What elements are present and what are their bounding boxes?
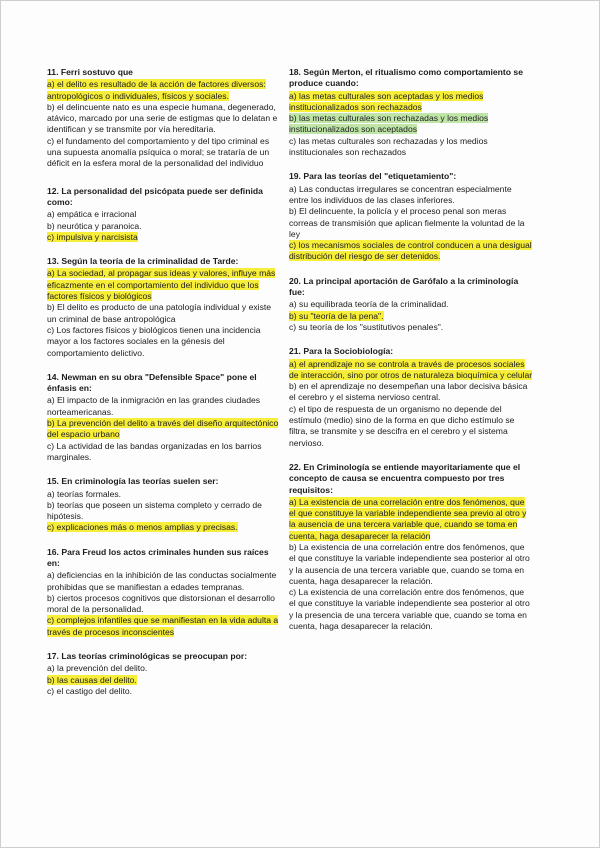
answer-option	[289, 359, 533, 382]
question-block	[289, 67, 533, 158]
answer-option	[47, 675, 281, 686]
answer-text: a) empática e irracional	[47, 209, 137, 220]
answer-option	[289, 240, 533, 263]
question-title: 12. La personalidad del psicópata puede ser definida como:	[47, 185, 263, 207]
highlighted-answer-text: b) las causas del delito.	[47, 674, 137, 685]
question-title: 17. Las teorías criminológicas se preocupan por:	[47, 651, 248, 662]
highlighted-answer-text: c) complejos infantiles que se manifiestan en la vida adulta a través de procesos inconscientes	[47, 615, 279, 637]
left-column	[47, 67, 281, 710]
answer-option	[47, 232, 281, 243]
answer-text: b) El delito es producto de una patología individual y existe un criminal de base antropológica	[47, 302, 272, 324]
highlighted-answer-text: c) los mecanismos sociales de control conducen a una desigual distribución del riesgo de ser detenidos.	[289, 240, 532, 262]
answer-option	[289, 497, 533, 542]
answer-text: c) Los factores físicos y biológicos tienen una incidencia mayor a los factores sociales en la génesis del comportamiento delictivo.	[47, 324, 261, 358]
question-title: 14. Newman en su obra "Defensible Space" pone el énfasis en:	[47, 371, 257, 394]
question-block	[289, 171, 533, 262]
answer-option	[47, 500, 281, 523]
answer-text: a) Las conductas irregulares se concentran especialmente entre los individuos de las clases inferiores.	[289, 183, 512, 205]
answer-text: b) La existencia de una correlación entre dos fenómenos, que el que constituye la variable independiente sea posterior al otro y la ausencia de una tercera variable que, cuando se toma en cuenta, haga desaparecer la relación.	[289, 541, 530, 586]
question-block	[47, 186, 281, 243]
answer-option	[289, 381, 533, 404]
question-block	[47, 372, 281, 463]
answer-text: c) las metas culturales son rechazadas y los medios institucionales son rechazados	[289, 135, 488, 158]
highlighted-answer-text: c) explicaciones más o menos amplias y precisas.	[47, 522, 238, 533]
answer-option	[289, 404, 533, 449]
question-block	[289, 462, 533, 632]
answer-option	[47, 593, 281, 616]
question-title: 18. Según Merton, el ritualismo como comportamiento se produce cuando:	[289, 67, 523, 89]
question-block	[47, 476, 281, 533]
answer-option	[47, 268, 281, 302]
answer-option	[47, 663, 281, 674]
answer-text: b) neurótica y paranoica.	[47, 220, 142, 231]
answer-option	[289, 184, 533, 207]
highlighted-answer-text: b) las metas culturales son rechazadas y los medios institucionalizados son aceptados	[289, 113, 489, 135]
answer-text: a) teorías formales.	[47, 488, 122, 499]
question-title: 19. Para las teorías del "etiquetamiento":	[289, 171, 457, 182]
answer-option	[47, 522, 281, 533]
highlighted-answer-text: a) las metas culturales son aceptadas y los medios institucionalizados son rechazados	[289, 90, 484, 112]
question-title: 13. Según la teoría de la criminalidad de Tarde:	[47, 256, 239, 267]
answer-text: b) ciertos procesos cognitivos que distorsionan el desarrollo moral de la personalidad.	[47, 592, 275, 615]
answer-option	[289, 136, 533, 159]
highlighted-answer-text: a) La existencia de una correlación entre dos fenómenos, que el que constituye la variable independiente sea previo al otro y la ausencia de una tercera variable que, cuando se toma en cuenta, haga desaparecer la relación	[289, 496, 527, 541]
answer-option	[289, 299, 533, 310]
answer-option	[47, 615, 281, 638]
answer-text: a) deficiencias en la inhibición de las conductas socialmente prohibidas que se manifiestan a edades tempranas.	[47, 570, 277, 592]
answer-text: c) el fundamento del comportamiento y del tipo criminal es una supuesta anomalía psíquica o moral; se trataría de un déficit en la esfera moral de la personalidad del individuo	[47, 135, 270, 169]
right-column	[289, 67, 533, 645]
answer-option	[47, 570, 281, 593]
answer-option	[289, 113, 533, 136]
answer-option	[47, 209, 281, 220]
question-title: 16. Para Freud los actos criminales hunden sus raíces en:	[47, 546, 269, 568]
answer-option	[47, 441, 281, 464]
answer-text: a) su equilibrada teoría de la criminalidad.	[289, 299, 449, 310]
answer-text: b) teorías que poseen un sistema completo y cerrado de hipótesis.	[47, 499, 262, 522]
answer-text: c) el tipo de respuesta de un organismo no depende del estímulo (medio) sino de la forma en que dicho estímulo se filtra, se transmite y se descifra en el cerebro y el sistema nervioso.	[289, 403, 515, 448]
answer-text: b) El delincuente, la policía y el proceso penal son meras correas de transmisión que aplican fielmente la voluntad de la ley	[289, 206, 525, 239]
highlighted-answer-text: c) impulsiva y narcisista	[47, 231, 138, 242]
answer-option	[289, 91, 533, 114]
answer-option	[289, 587, 533, 632]
answer-text: b) el delincuente nato es una especie humana, degenerado, atávico, marcado por una serie de estigmas que lo delatan e identifican y se transmite por vía hereditaria.	[47, 101, 278, 135]
answer-option	[47, 302, 281, 325]
answer-option	[47, 221, 281, 232]
answer-option	[289, 311, 533, 322]
question-title: 21. Para la Sociobiología:	[289, 346, 394, 357]
answer-text: c) el castigo del delito.	[47, 685, 133, 696]
answer-text: c) su teoría de los "sustitutivos penales".	[289, 321, 444, 332]
answer-text: c) La actividad de las bandas organizadas en los barrios marginales.	[47, 440, 262, 462]
answer-option	[47, 79, 281, 102]
answer-option	[47, 102, 281, 136]
answer-option	[47, 395, 281, 418]
question-title: 11. Ferri sostuvo que	[47, 67, 133, 77]
answer-option	[289, 206, 533, 240]
question-block	[47, 651, 281, 697]
answer-option	[47, 136, 281, 170]
highlighted-answer-text: a) el aprendizaje no se controla a través de procesos sociales de interacción, sino por otros de naturaleza bioquímica y celular	[289, 358, 533, 380]
answer-option	[47, 418, 281, 441]
question-title: 15. En criminología las teorías suelen ser:	[47, 476, 219, 487]
question-block	[47, 67, 281, 170]
answer-text: a) la prevención del delito.	[47, 663, 148, 674]
answer-option	[289, 542, 533, 587]
answer-option	[47, 325, 281, 359]
answer-text: c) La existencia de una correlación entre dos fenómenos, que el que constituye la variable independiente sea posterior al otro y la presencia de una tercera variable que, cuando se toma en cuenta, haga desaparecer la relación.	[289, 587, 530, 632]
question-title: 22. En Criminología se entiende mayoritariamente que el concepto de causa se encuentra compuesto por tres requisitos:	[289, 461, 521, 495]
answer-option	[289, 322, 533, 333]
question-block	[47, 547, 281, 638]
highlighted-answer-text: b) La prevención del delito a través del diseño arquitectónico del espacio urbano	[47, 418, 279, 440]
highlighted-answer-text: a) el delito es resultado de la acción de factores diversos: antropológicos o individuales, físicos y sociales.	[47, 79, 266, 101]
highlighted-answer-text: a) La sociedad, al propagar sus ideas y valores, influye más eficazmente en el comportamiento del individuo que los factores físicos y biológicos	[47, 268, 276, 302]
question-title: 20. La principal aportación de Garófalo a la criminología fue:	[289, 275, 519, 298]
answer-text: a) El impacto de la inmigración en las grandes ciudades norteamericanas.	[47, 395, 261, 417]
answer-option	[47, 489, 281, 500]
question-block	[47, 256, 281, 359]
highlighted-answer-text: b) su "teoría de la pena".	[289, 310, 384, 321]
question-block	[289, 346, 533, 449]
question-block	[289, 276, 533, 333]
answer-option	[47, 686, 281, 697]
answer-text: b) en el aprendizaje no desempeñan una labor decisiva básica el cerebro y el sistema nervioso central.	[289, 381, 528, 403]
